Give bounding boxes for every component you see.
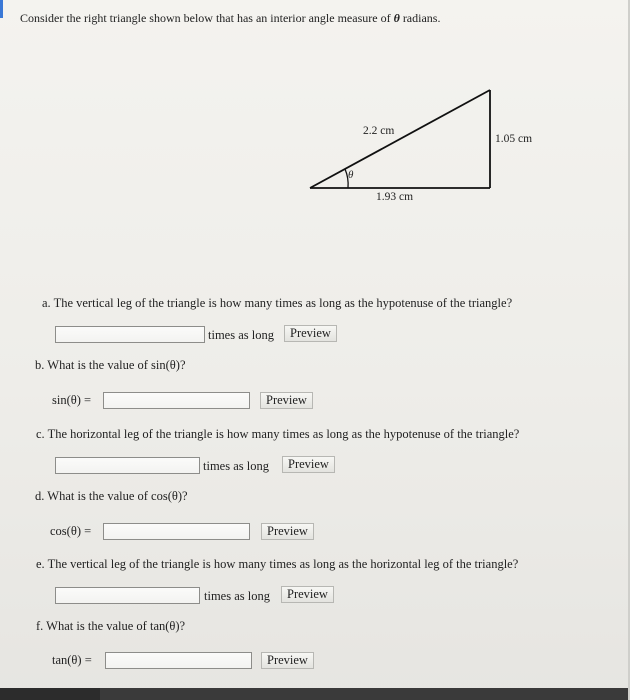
part-f-question: f. What is the value of tan(θ)? bbox=[36, 619, 186, 633]
part-f-answer-input[interactable] bbox=[105, 652, 252, 669]
vertical-leg-label: 1.05 cm bbox=[495, 133, 533, 145]
part-d-preview-button[interactable]: Preview bbox=[261, 523, 314, 540]
part-f-math-label: tan(θ) = bbox=[52, 653, 92, 667]
part-a-times-label: times as long bbox=[208, 328, 274, 342]
part-e-times-label: times as long bbox=[204, 589, 270, 603]
hypotenuse-line bbox=[310, 90, 490, 188]
bottom-dark-strip bbox=[0, 688, 628, 700]
part-b-answer-input[interactable] bbox=[103, 392, 250, 409]
part-d-math-label: cos(θ) = bbox=[50, 524, 92, 538]
part-a-preview-button[interactable]: Preview bbox=[284, 325, 337, 342]
angle-label: θ bbox=[348, 169, 354, 181]
left-edge-accent bbox=[0, 0, 3, 18]
part-b-preview-button[interactable]: Preview bbox=[260, 392, 313, 409]
problem-prompt bbox=[20, 11, 440, 26]
part-e-question: e. The vertical leg of the triangle is how many times as long as the horizontal leg of the triangle? bbox=[36, 557, 519, 571]
part-d-answer-input[interactable] bbox=[103, 523, 250, 540]
hypotenuse-label: 2.2 cm bbox=[363, 125, 395, 137]
part-e-preview-button[interactable]: Preview bbox=[281, 586, 334, 603]
prompt-lead: Consider the right triangle shown below that has an interior angle measure of bbox=[20, 11, 394, 25]
prompt-symbol: θ bbox=[393, 11, 400, 25]
part-b-math-label: sin(θ) = bbox=[52, 393, 92, 407]
part-a-answer-input[interactable] bbox=[55, 326, 205, 343]
part-b-question: b. What is the value of sin(θ)? bbox=[35, 358, 186, 372]
bottom-dark-panel bbox=[100, 688, 628, 700]
part-f-preview-button[interactable]: Preview bbox=[261, 652, 314, 669]
triangle-diagram bbox=[300, 80, 560, 210]
part-c-answer-input[interactable] bbox=[55, 457, 200, 474]
part-c-question: c. The horizontal leg of the triangle is how many times as long as the hypotenuse of the triangle? bbox=[36, 427, 520, 441]
horizontal-leg-label: 1.93 cm bbox=[376, 191, 414, 203]
part-a-question: a. The vertical leg of the triangle is how many times as long as the hypotenuse of the triangle? bbox=[42, 296, 513, 310]
part-d-question: d. What is the value of cos(θ)? bbox=[35, 489, 188, 503]
part-c-times-label: times as long bbox=[203, 459, 269, 473]
prompt-tail: radians. bbox=[399, 11, 441, 25]
part-e-answer-input[interactable] bbox=[55, 587, 200, 604]
part-c-preview-button[interactable]: Preview bbox=[282, 456, 335, 473]
